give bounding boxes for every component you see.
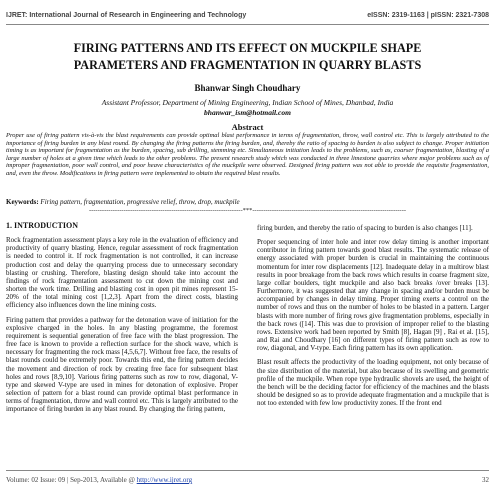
body-paragraph: firing burden, and thereby the ratio of spacing to burden is also changes [11]. [257,224,473,232]
body-paragraph: Firing pattern that provides a pathway for the detonation wave of initiation for the explosive charged in the holes. In any blasting programme, the foremost requirement is sequential generation of free face with the blast progression. The free face is known to provide a reflection surface for the shock wave, which is necessary for fragmenting the rock mass [4,5,6,7]. Without free face, the results of blast rounds could be extremely poor. Towards this end, the firing pattern decides the movement and direction of rock by creating free face for subsequent blast holes and rows [8,9,10]. Various firing patterns such as row to row, diagonal, V-type and skewed V-type are used in mines for detonation of explosive. Proper selection of pattern for a blast round can provide optimal blast performance in terms of fragmentation, throw and wall control etc. This is largely attributed to the importance of firing burden in any blast round. By changing the firing pattern, [6,315,238,414]
body-paragraph: Rock fragmentation assessment plays a key role in the evaluation of efficiency and productivity of quarry blasting. Hence, regular assessment of rock fragmentation is needed to control it. If rock fragmentation is not controlled, it can increase production cost and delay the quarrying process due to unnecessary secondary blasting or crushing. Therefore, blasting design should take into account the findings of rock fragmentation assessment to cut down the mining cost and shorten the work time. Drilling and blasting cost in open pit mines represent 15-20% of the total mining cost [1,2,3]. Apart from the direct costs, blasting efficiency also influences down the line mining costs. [6,236,238,310]
page-footer [6,474,489,486]
title-line-2: PARAMETERS AND FRAGMENTATION IN QUARRY BLASTS [73,58,422,72]
abstract-text: Proper use of firing pattern vis-à-vis the blast requirements can provide optimal blast performance in terms of fragmentation, throw, wall control etc. This is largely attributed to the importance of firing burden in any blast round. By changing the firing patterns the firing burden, and, thereby the ratio of spacing to burden is also subject to change. Proper initiation timing is as important for fragmentation as the burden, spacing, sub drilling, stemming etc. Simultaneous initiation leads to the problems, such as, coarser fragmentation, blasting of a large number of holes at a given time which leads to the other problems. The present research study which was conducted in three limestone quarries where major problems such as of improper fragmentation, poor wall control, and poor heave characteristics of the muckpile were observed. Designed firing pattern was not able to provide the requisite fragmentation, and, even the throw. Modifications in firing pattern were implemented to obtain the required blast results. [6,132,489,177]
body-paragraph: Proper sequencing of inter hole and inter row delay timing is another important contributor in firing pattern towards good blast results. The systematic release of energy associated with proper burden is crucial in maintaining the continuous momentum for inter row displacements [12]. Inadequate delay in a multirow blast results in poor breakage from the back rows which results in coarse fragment size, large collar boulders, tight muckpile and also back breaks /over breaks [13]. Furthermore, it was suggested that any change in spacing and/or burden must be accompanied by changes in delay timing. Proper timing exerts a control on the number of rows and thus on the number of holes to be blasted in a pattern. Larger blasts with more number of firing rows give fragmentation problems, especially in the back rows ([14]. This was due to provision of improper relief to the blasting rows. Extensive work had been reported by Smith [8], Hagan [9] , Rai et al. [15], and Rai and Choudhary [16] on different types of firing pattern such as row to row, diagonal, and V-type. Each firing pattern has its own application. [257,238,489,353]
abstract-heading: Abstract [231,122,264,132]
title-line-1: FIRING PATTERNS AND ITS EFFECT ON MUCKPILE SHAPE [73,41,422,55]
body-paragraph: Blast result affects the productivity of the loading equipment, not only because of the size distribution of the material, but also because of its swelling and geometric profile of the muckpile. When rope type hydraulic shovels are used, the height of the bench will be the deciding factor for efficiency of the machines and the blasts should be designed so as to provide adequate fragmentation and a muckpile that is not too extended with few low productivity zones. If the front end [257,358,489,408]
author-affiliation: Assistant Professor, Department of Mining Engineering, Indian School of Mines, Dhanbad, India [101,98,394,107]
journal-url-link[interactable]: http://www.ijret.org [136,476,193,484]
issn-text: eISSN: 2319-1163 | pISSN: 2321-7308 [367,11,489,19]
author-name: Bhanwar Singh Choudhary [194,83,301,93]
footer-divider [6,470,489,471]
volume-text: Volume: 02 Issue: 09 | Sep-2013, Available @ [6,476,135,484]
journal-name: IJRET: International Journal of Research in Engineering and Technology [6,11,247,19]
left-column [6,222,238,419]
volume-info [6,476,192,484]
author-email: bhanwar_ism@hotmail.com [204,108,291,117]
section-separator: -----------------------------------------------------------------------***----------------------------------------------------------------------- [88,207,407,214]
right-column [257,224,489,413]
header-divider [6,24,489,25]
section-heading: 1. INTRODUCTION [6,221,79,230]
keywords-text: Firing pattern, fragmentation, progressive relief, throw, drop, muckpile [40,198,240,206]
paper-title [20,40,475,74]
journal-header [6,8,489,22]
page-number: 32 [482,476,489,484]
keywords-line [6,198,489,206]
keywords-label: Keywords: [6,198,39,206]
